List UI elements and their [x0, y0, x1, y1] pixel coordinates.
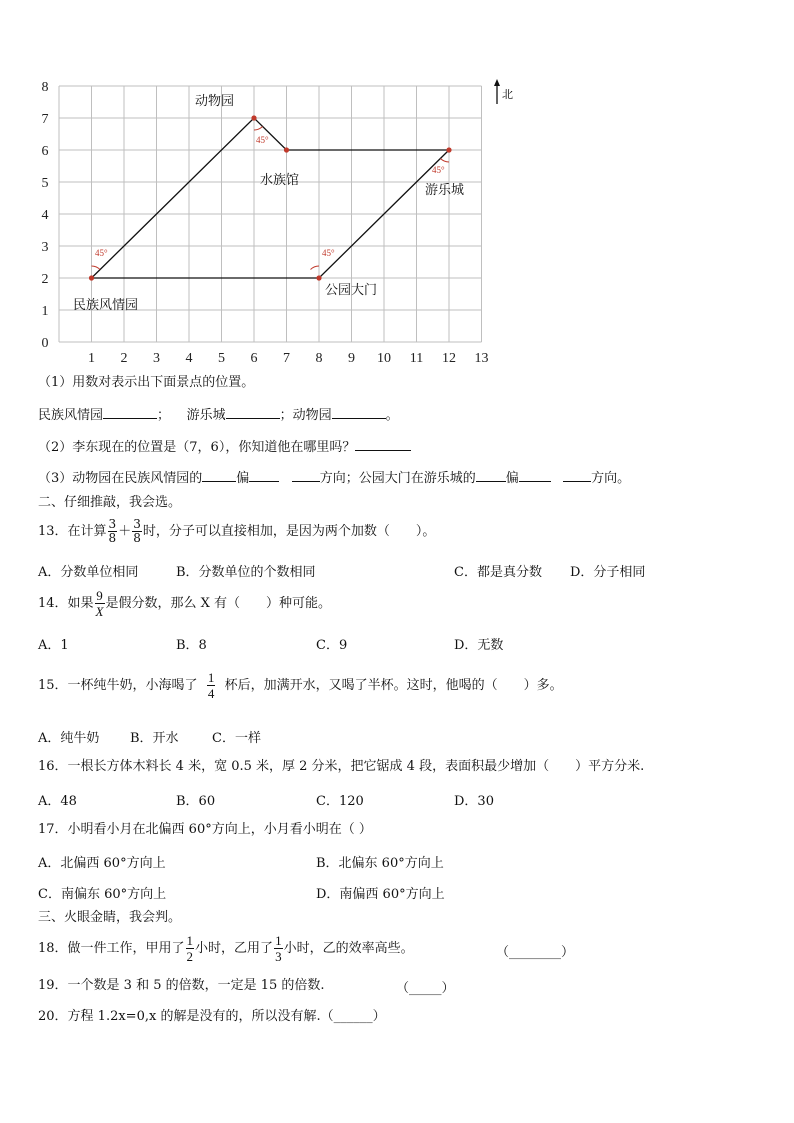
arc-minzu [92, 266, 100, 270]
q15-post: 杯后，加满开水，又喝了半杯。这时，他喝的（ ）多。 [224, 678, 563, 693]
q14-fraction [95, 588, 105, 619]
y-tick-label: 2 [41, 272, 49, 287]
q17-option-d[interactable]: D．南偏西 60°方向上 [316, 887, 445, 902]
x-tick-label: 8 [315, 351, 323, 366]
arc-youle [441, 158, 449, 162]
q1-answers [38, 404, 399, 425]
q13-f1-num: 3 [108, 517, 117, 531]
q13-fraction-1 [108, 518, 118, 545]
angle-marks [92, 126, 450, 269]
q3-blank5[interactable] [519, 467, 551, 482]
y-tick-label: 8 [41, 80, 49, 95]
point-minzu [89, 275, 94, 280]
q14-pre: 14．如果 [38, 596, 94, 611]
y-tick-label: 1 [41, 304, 49, 319]
q18-mid: 小时，乙用了 [195, 941, 274, 956]
q2 [38, 436, 411, 457]
q1-b-blank[interactable] [226, 404, 280, 419]
q14-option-a[interactable]: A．1 [38, 638, 69, 653]
q1-b-label: 游乐城 [186, 408, 226, 423]
q1-c-blank[interactable] [332, 404, 386, 419]
x-tick-label: 6 [250, 351, 258, 366]
q18-answer-paren[interactable]: （________） [496, 945, 575, 960]
point-youle [446, 147, 451, 152]
q3-blank3[interactable] [292, 467, 320, 482]
north-arrow-icon [492, 78, 522, 108]
angle-label-minzu: 45° [95, 248, 108, 258]
q3-p2: 偏 [236, 471, 250, 486]
q19-answer-paren[interactable]: （_____） [396, 981, 455, 996]
q15-option-c[interactable]: C．一样 [212, 731, 261, 746]
q1-a-label: 民族风情园 [38, 408, 104, 423]
q2-text: （2）李东现在的位置是（7，6），你知道他在哪里吗？ [38, 440, 356, 455]
q1-b-end: ；动物园 [279, 408, 332, 423]
q1-a-blank[interactable] [103, 404, 157, 419]
x-tick-label: 4 [185, 351, 193, 366]
q18-f1-den: 2 [186, 949, 194, 964]
x-tick-label: 7 [283, 351, 290, 366]
q3-p5: 方向。 [591, 471, 631, 486]
point-dongwu [251, 115, 256, 120]
q13-option-c[interactable]: C．都是真分数 [454, 565, 542, 580]
q3-blank6[interactable] [563, 467, 591, 482]
place-points [89, 115, 452, 280]
x-tick-label: 12 [442, 351, 456, 366]
q1-prompt: （1）用数对表示出下面景点的位置。 [38, 375, 255, 390]
q14-num: 9 [96, 588, 103, 603]
q18-f2-num: 1 [275, 933, 282, 948]
q14-post: 是假分数，那么 X 有（ ）种可能。 [105, 596, 332, 611]
q13-plus: ＋ [118, 524, 132, 539]
q14-option-c[interactable]: C．9 [316, 638, 348, 653]
q13-stem [38, 518, 435, 545]
label-youle: 游乐城 [425, 183, 465, 198]
y-tick-label: 6 [41, 144, 49, 159]
q15-num: 1 [207, 670, 215, 685]
q13-f1-den: 8 [108, 531, 117, 545]
y-tick-label: 3 [41, 240, 49, 255]
q16-stem: 16．一根长方体木料长 4 米，宽 0.5 米，厚 2 分米，把它锯成 4 段，表面积最少增加（ ）平方分米. [38, 759, 645, 774]
q15-option-a[interactable]: A．纯牛奶 [38, 731, 100, 746]
q20-text: 20．方程 1.2x=0,x 的解是没有的，所以没有解. [38, 1009, 321, 1024]
section-3-title: 三、火眼金睛，我会判。 [38, 910, 182, 925]
y-tick-label: 0 [41, 336, 49, 351]
coordinate-map-figure [30, 70, 530, 370]
x-tick-label: 10 [377, 351, 391, 366]
q18-post: 小时，乙的效率高些。 [283, 941, 414, 956]
q14-option-b[interactable]: B．8 [176, 638, 207, 653]
q20-answer-paren[interactable]: （______） [320, 1009, 386, 1024]
q18-pre: 18．做一件工作，甲用了 [38, 941, 185, 956]
q18-f2-den: 3 [275, 949, 282, 964]
q13-f2-den: 8 [133, 531, 141, 545]
q18-fraction-2 [274, 933, 283, 964]
q13-f2-num: 3 [133, 517, 141, 531]
x-axis-ticks [88, 351, 489, 366]
q3-p3: 方向；公园大门在游乐城的 [319, 471, 476, 486]
x-tick-label: 3 [153, 351, 160, 366]
y-tick-label: 4 [41, 208, 49, 223]
arc-dongwu [254, 126, 262, 130]
angle-label-youle: 45° [432, 165, 445, 175]
x-tick-label: 11 [409, 351, 424, 366]
point-gongyuan [316, 275, 321, 280]
q3-blank4[interactable] [476, 467, 506, 482]
q16-option-b[interactable]: B．60 [176, 794, 216, 809]
q13-pre: 13．在计算 [38, 524, 107, 539]
x-tick-label: 9 [348, 351, 355, 366]
route-lines [92, 118, 450, 278]
section-2-title: 二、仔细推敲，我会选。 [38, 495, 182, 510]
q13-option-b[interactable]: B．分数单位的个数相同 [176, 565, 316, 580]
y-tick-label: 7 [41, 112, 49, 127]
q18-fraction-1 [186, 933, 195, 964]
point-shuizu [284, 147, 289, 152]
q20-stem [38, 1008, 386, 1026]
q15-option-b[interactable]: B．开水 [130, 731, 179, 746]
q18-f1-num: 1 [186, 933, 194, 948]
q16-option-a[interactable]: A．48 [38, 794, 77, 809]
arc-gongyuan [311, 266, 319, 270]
north-label: 北 [502, 88, 513, 101]
q13-fraction-2 [132, 518, 142, 545]
q1-a-end: ； [157, 408, 171, 423]
q2-blank[interactable] [355, 436, 411, 451]
q17-option-b[interactable]: B．北偏东 60°方向上 [316, 856, 444, 871]
q3-blank2[interactable] [249, 467, 279, 482]
x-tick-label: 13 [474, 351, 489, 366]
route-path [92, 118, 450, 278]
q3-p4: 偏 [505, 471, 519, 486]
q3 [38, 467, 630, 488]
x-tick-label: 5 [218, 351, 225, 366]
label-gongyuan: 公园大门 [325, 283, 378, 298]
q14-stem [38, 588, 331, 619]
y-axis-ticks [42, 80, 49, 351]
q13-option-a[interactable]: A．分数单位相同 [38, 565, 139, 580]
q1-c-end: 。 [385, 408, 399, 423]
q3-p1: （3）动物园在民族风情园的 [38, 471, 203, 486]
q15-den: 4 [207, 686, 215, 701]
q3-blank1[interactable] [202, 467, 236, 482]
q17-option-a[interactable]: A．北偏西 60°方向上 [38, 856, 166, 871]
q19-stem: 19．一个数是 3 和 5 的倍数，一定是 15 的倍数. [38, 978, 325, 993]
q16-option-c[interactable]: C．120 [316, 794, 364, 809]
q17-stem: 17．小明看小月在北偏西 60°方向上，小月看小明在（ ） [38, 822, 372, 837]
y-tick-label: 5 [41, 176, 49, 191]
x-tick-label: 1 [88, 351, 95, 366]
q17-option-c[interactable]: C．南偏东 60°方向上 [38, 887, 167, 902]
q13-option-d[interactable]: D．分子相同 [570, 565, 646, 580]
q14-den: X [95, 604, 104, 619]
q15-fraction [207, 670, 216, 701]
q13-post: 时，分子可以直接相加，是因为两个加数（ ）。 [142, 524, 436, 539]
q16-option-d[interactable]: D．30 [454, 794, 494, 809]
q18-stem [38, 933, 414, 964]
x-tick-label: 2 [120, 351, 128, 366]
q14-option-d[interactable]: D．无数 [454, 638, 504, 653]
angle-label-dongwu: 45° [256, 135, 269, 145]
label-shuizu: 水族馆 [260, 173, 300, 188]
angle-label-gongyuan: 45° [322, 248, 335, 258]
label-dongwu: 动物园 [195, 94, 235, 109]
q15-stem [38, 670, 563, 701]
q15-pre: 15．一杯纯牛奶，小海喝了 [38, 678, 198, 693]
label-minzu: 民族风情园 [73, 298, 139, 313]
